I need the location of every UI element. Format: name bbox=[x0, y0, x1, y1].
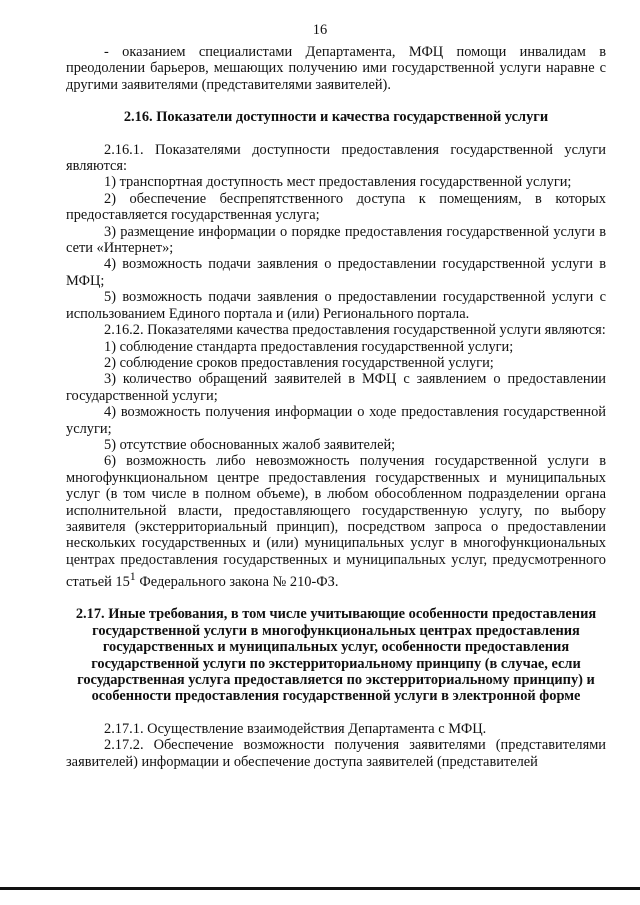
list-item: 2) соблюдение сроков предоставления государственной услуги; bbox=[104, 354, 494, 371]
paragraph-2-16-1: 2.16.1. Показателями доступности предоставления государственной услуги являются: bbox=[66, 141, 606, 175]
paragraph-2-17-2: 2.17.2. Обеспечение возможности получения заявителями (представителями заявителей) информации и обеспечение доступа заявителей (представителей bbox=[66, 737, 606, 770]
list-item: 3) размещение информации о порядке предоставления государственной услуги в сети «Интернет»; bbox=[66, 223, 606, 257]
list-item: 1) транспортная доступность мест предоставления государственной услуги; bbox=[104, 174, 572, 191]
paragraph-2-16-2: 2.16.2. Показателями качества предоставления государственной услуги являются: bbox=[104, 322, 606, 339]
page-bottom-rule bbox=[0, 887, 640, 890]
list-item: 2) обеспечение беспрепятственного доступа к помещениям, в которых предоставляется государственная услуга; bbox=[66, 190, 606, 224]
list-item: 3) количество обращений заявителей в МФЦ с заявлением о предоставлении государственной услуги; bbox=[66, 371, 606, 404]
document-body bbox=[66, 44, 606, 770]
list-item: 5) отсутствие обоснованных жалоб заявителей; bbox=[104, 436, 396, 453]
page-number: 16 bbox=[312, 22, 328, 38]
item-6-text-end: Федерального закона № 210-ФЗ. bbox=[135, 573, 339, 590]
list-item-6 bbox=[66, 453, 606, 590]
list-item: 1) соблюдение стандарта предоставления государственной услуги; bbox=[104, 338, 514, 355]
list-item: 4) возможность подачи заявления о предоставлении государственной услуги в МФЦ; bbox=[66, 256, 606, 289]
section-heading-2-16: 2.16. Показатели доступности и качества государственной услуги bbox=[123, 109, 549, 126]
list-item: 4) возможность получения информации о ходе предоставления государственной услуги; bbox=[66, 404, 606, 437]
section-heading-2-17: 2.17. Иные требования, в том числе учитывающие особенности предоставления государственной услуги в многофункциональных центрах предоставления государственных и муниципальных услуг, особенности предоставления государственной услуги по экстерриториальному принципу (в случае, если государственная услуга предоставляется по экстерриториальному принципу) и особенности предоставления государственной услуги в электронной форме bbox=[75, 606, 597, 705]
list-item: 5) возможность подачи заявления о предоставлении государственной услуги с использованием Единого портала и (или) Регионального портала. bbox=[66, 289, 606, 322]
intro-item: - оказанием специалистами Департамента, МФЦ помощи инвалидам в преодолении барьеров, мешающих получению ими государственной услуги наравне с другими заявителями (представителями заявителей). bbox=[66, 44, 606, 93]
paragraph-2-17-1: 2.17.1. Осуществление взаимодействия Департамента с МФЦ. bbox=[104, 720, 487, 737]
item-6-superscript: 1 bbox=[129, 569, 136, 584]
item-6-text: 6) возможность либо невозможность получения государственной услуги в многофункциональном центре предоставления государственных и муниципальных услуг (в том числе в полном объеме), в любом обособленном подразделении органа исполнительной власти, предоставляющего государственную услугу, по выбору заявителя (экстерриториальный принцип), посредством запроса о предоставлении нескольких государственных и (или) муниципальных услуг в многофункциональных центрах предоставления государственных и муниципальных услуг, предусмотренного статьей 15 bbox=[66, 453, 606, 590]
